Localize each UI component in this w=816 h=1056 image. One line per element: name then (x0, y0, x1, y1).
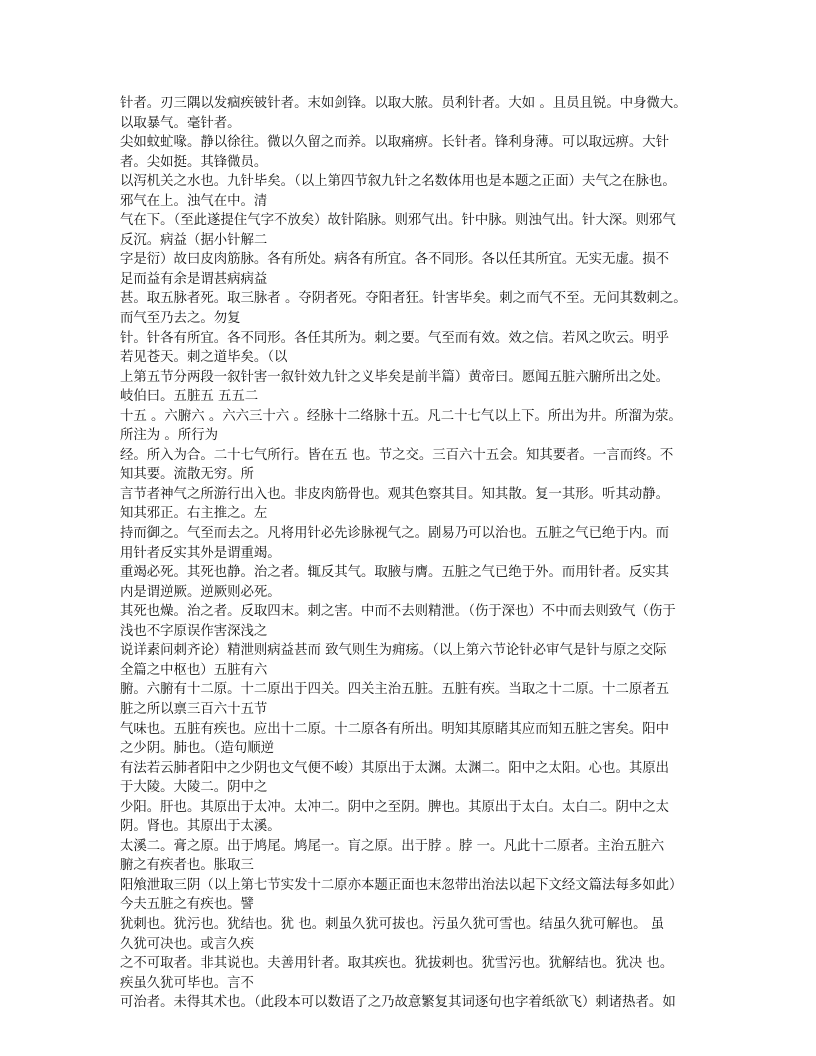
text-line: 足而益有余是谓甚病病益 (120, 271, 268, 287)
text-line: 太溪二。膏之原。出于鸠尾。鸠尾一。肓之原。出于脖 。脖 一。凡此十二原者。主治五脏六 (120, 838, 665, 854)
text-line: 所注为 。所行为 (120, 428, 218, 444)
text-line: 上第五节分两段一叙针害一叙针效九针之义毕矣是前半篇）黄帝曰。愿闻五脏六腑所出之处。 (120, 369, 670, 385)
text-line: 浅也不字原误作害深浅之 (120, 623, 268, 639)
text-line: 重竭必死。其死也静。治之者。辄反其气。取腋与膺。五脏之气已绝于外。而用针者。反实其 (120, 565, 670, 581)
text-line: 用针者反实其外是谓重竭。 (120, 545, 281, 561)
text-line: 甚。取五脉者死。取三脉者 。夺阴者死。夺阳者狂。针害毕矣。刺之而气不至。无问其数刺之。 (120, 291, 687, 307)
text-line: 尖如蚊虻喙。静以徐往。微以久留之而养。以取痛痹。长针者。锋利身薄。可以取远痹。大针 (120, 135, 670, 151)
text-line: 少阳。肝也。其原出于太冲。太冲二。阴中之至阴。脾也。其原出于太白。太白二。阴中之太 (120, 799, 670, 815)
text-line: 内是谓逆厥。逆厥则必死。 (120, 584, 281, 600)
text-line: 气在下。（至此遂提住气字不放矣）故针陷脉。则邪气出。针中脉。则浊气出。针大深。则邪气 (120, 213, 676, 229)
text-line: 之不可取者。非其说也。夫善用针者。取其疾也。犹拔刺也。犹雪污也。犹解结也。犹决 也。 (120, 956, 674, 972)
text-line: 其死也燥。治之者。反取四末。刺之害。中而不去则精泄。（伤于深也）不中而去则致气（伤于 (120, 604, 676, 620)
document-body (120, 94, 720, 1013)
text-line: 以泻机关之水也。九针毕矣。（以上第四节叙九针之名数体用也是本题之正面）夫气之在脉也。 (120, 174, 676, 190)
text-line: 持而御之。气至而去之。凡将用针必先诊脉视气之。剧易乃可以治也。五脏之气已绝于内。而 (120, 526, 670, 542)
text-line: 而气至乃去之。勿复 (120, 311, 241, 327)
text-line: 于大陵。大陵二。阴中之 (120, 780, 268, 796)
text-line: 全篇之中枢也）五脏有六 (120, 662, 268, 678)
text-line: 犹刺也。犹污也。犹结也。犹 也。刺虽久犹可拔也。污虽久犹可雪也。结虽久犹可解也。 虽 (120, 916, 665, 932)
text-line: 知其要。流散无穷。所 (120, 467, 254, 483)
text-line: 脏之所以禀三百六十五节 (120, 701, 268, 717)
text-line: 之少阴。肺也。（造句顺逆 (120, 741, 274, 757)
text-line: 岐伯曰。五脏五 五五二 (120, 389, 259, 405)
text-line: 针者。刃三隅以发痼疾铍针者。末如剑锋。以取大脓。员利针者。大如 。且员且锐。中身微大。 (120, 96, 687, 111)
text-line: 有法若云肺者阳中之少阴也文气便不峻）其原出于太渊。太渊二。阳中之太阳。心也。其原出 (120, 760, 670, 776)
text-line: 今夫五脏之有疾也。譬 (120, 897, 254, 913)
text-line: 针。针各有所宜。各不同形。各任其所为。刺之要。气至而有效。效之信。若风之吹云。明乎 (120, 330, 670, 346)
text-line: 疾虽久犹可毕也。言不 (120, 975, 254, 991)
text-line: 若见苍天。刺之道毕矣。（以 (120, 350, 288, 366)
text-line: 久犹可决也。或言久疾 (120, 936, 254, 952)
text-line: 知其邪正。右主推之。左 (120, 506, 268, 522)
text-line: 者。尖如挺。其锋微员。 (120, 154, 268, 170)
text-line: 气味也。五脏有疾也。应出十二原。十二原各有所出。明知其原睹其应而知五脏之害矣。阳中 (120, 721, 670, 737)
text-line: 十五 。六腑六 。六六三十六 。经脉十二络脉十五。凡二十七气以上下。所出为井。所溜为荥。 (120, 408, 682, 424)
text-line: 言节者神气之所游行出入也。非皮肉筋骨也。观其色察其目。知其散。复一其形。听其动静。 (120, 486, 670, 502)
text-line: 反沉。病益（据小针解二 (120, 232, 268, 248)
text-line: 阳飧泄取三阴（以上第七节实发十二原亦本题正面也末忽带出治法以起下文经文篇法每多如此） (120, 877, 683, 893)
text-line: 腑。六腑有十二原。十二原出于四关。四关主治五脏。五脏有疾。当取之十二原。十二原者五 (120, 682, 670, 698)
text-line: 经。所入为合。二十七气所行。皆在五 也。节之交。三百六十五会。知其要者。一言而终。不 (120, 447, 674, 463)
text-line: 以取暴气。毫针者。 (120, 115, 241, 131)
text-line: 可治者。未得其术也。（此段本可以数语了之乃故意繁复其词逐句也字着纸欲飞）刺诸热者。如 (120, 995, 676, 1011)
text-line: 阴。肾也。其原出于太溪。 (120, 819, 281, 835)
text-line: 邪气在上。浊气在中。清 (120, 193, 268, 209)
text-line: 说详素问刺齐论）精泄则病益甚而 致气则生为痈疡。（以上第六节论针必审气是针与原之交际 (120, 643, 667, 659)
text-line: 腑之有疾者也。胀取三 (120, 858, 254, 874)
text-line: 字是衍）故曰皮肉筋脉。各有所处。病各有所宜。各不同形。各以任其所宜。无实无虚。损不 (120, 252, 670, 268)
